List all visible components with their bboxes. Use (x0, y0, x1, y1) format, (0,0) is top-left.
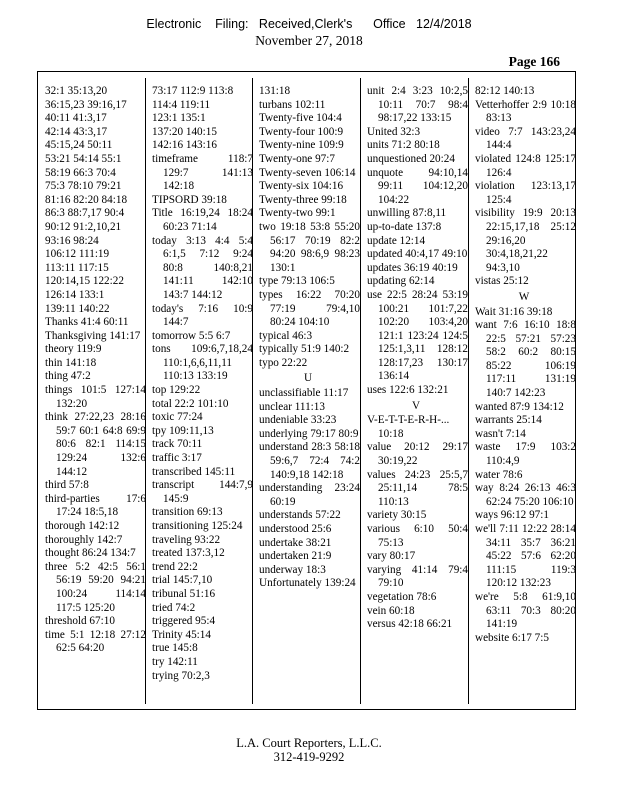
index-column-1 (42, 85, 146, 656)
index-entry: TIPSORD 39:18 (152, 193, 227, 206)
index-entry: updates 36:19 40:19 (367, 261, 458, 274)
index-entry: vein 60:18 (367, 604, 415, 617)
index-entry: trying 70:2,3 (152, 669, 210, 682)
index-entry: type 79:13 106:5 (259, 275, 335, 288)
index-entry: ways 96:12 97:1 (475, 509, 549, 522)
index-entry: we're 5:8 61:9,10 63:11 70:3 80:20 141:19 (475, 590, 576, 631)
index-entry: 58:19 66:3 70:4 (45, 166, 116, 179)
index-entry: 81:16 82:20 84:18 (45, 193, 128, 206)
index-entry: 82:12 140:13 (475, 85, 535, 97)
index-entry: V-E-T-T-E-R-H-... 10:18 (367, 414, 450, 440)
index-entry: want 7:6 16:10 18:8 22:5 57:21 57:23 58:2 60:2 80:15 85:22 106:19 117:11 131:19 140:7 142:23 (475, 319, 576, 400)
index-entry: typo 22:22 (259, 356, 308, 369)
index-entry: vary 80:17 (367, 550, 416, 563)
index-entry: United 32:3 (367, 125, 421, 138)
index-entry: typical 46:3 (259, 329, 313, 342)
index-entry: 36:15,23 39:16,17 (45, 98, 127, 111)
index-entry: 53:21 54:14 55:1 (45, 152, 122, 165)
index-entry: thin 141:18 (45, 356, 97, 369)
index-entry: underlying 79:17 80:9 (259, 427, 359, 440)
index-entry: Twenty-two 99:1 (259, 207, 336, 220)
index-entry: video 7:7 143:23,24 144:4 (475, 125, 576, 152)
index-letter-heading: W (518, 290, 530, 303)
index-entry: transcribed 145:11 (152, 465, 236, 478)
index-entry: trend 22:2 (152, 560, 198, 573)
index-entry: waste 17:9 103:2 110:4,9 (475, 441, 576, 468)
index-column-4 (364, 85, 468, 632)
index-entry: violation 123:13,17 125:4 (475, 180, 576, 206)
index-entry: unclassifiable 11:17 (259, 387, 349, 400)
index-entry: tomorrow 5:5 6:7 (152, 329, 231, 342)
index-entry: thoroughly 142:7 (45, 533, 123, 546)
index-entry: transition 69:13 (152, 506, 223, 519)
index-entry: 75:3 78:10 79:21 (45, 180, 122, 193)
index-entry: up-to-date 137:8 (367, 220, 442, 233)
index-entry: 42:14 43:3,17 (45, 125, 108, 138)
index-entry: understanding 23:24 60:19 (259, 482, 360, 508)
index-entry: unclear 111:13 (259, 400, 325, 413)
index-entry: versus 42:18 66:21 (367, 618, 453, 631)
index-entry: try 142:11 (152, 655, 198, 668)
index-entry: 106:12 111:19 (45, 248, 110, 261)
index-entry: track 70:11 (152, 438, 203, 451)
index-entry: Twenty-nine 109:9 (259, 139, 344, 152)
index-entry: way 8:24 26:13 46:3 62:24 75:20 106:10 (475, 482, 576, 508)
index-entry: warrants 25:14 (475, 414, 542, 427)
index-entry: unquote 94:10,14 99:11 104:12,20 104:22 (367, 166, 468, 206)
index-entry: 73:17 112:9 113:8 (152, 85, 234, 97)
index-entry: vistas 25:12 (475, 275, 529, 288)
index-entry: Wait 31:16 39:18 (475, 305, 553, 318)
index-letter-heading: U (303, 372, 313, 385)
index-entry: water 78:6 (475, 468, 523, 481)
index-entry: treated 137:3,12 (152, 547, 225, 560)
index-entry: units 71:2 80:18 (367, 139, 440, 152)
index-entry: unwilling 87:8,11 (367, 207, 447, 220)
index-entry: Vetterhoffer 2:9 10:18 83:13 (475, 98, 576, 125)
index-entry: 113:11 117:15 (45, 261, 109, 274)
index-column-2 (149, 85, 253, 683)
index-entry: transitioning 125:24 (152, 520, 243, 532)
page-number: Page 166 (508, 54, 560, 69)
index-entry: understand 28:3 58:18 59:6,7 72:4 74:2 140:9,18 142:18 (259, 441, 360, 481)
index-entry: timeframe 118:7 129:7 141:13 142:18 (152, 152, 253, 193)
index-entry: 139:11 140:22 (45, 302, 110, 315)
index-entry: 137:20 140:15 (152, 125, 217, 138)
index-entry: wasn't 7:14 (475, 427, 526, 440)
index-entry: third 57:8 (45, 479, 89, 492)
index-entry: time 5:1 12:18 27:12 62:5 64:20 (45, 628, 146, 655)
index-entry: 40:11 41:3,17 (45, 112, 107, 125)
court-reporter-name: L.A. Court Reporters, L.L.C. (236, 736, 382, 750)
index-entry: Twenty-five 104:4 (259, 112, 342, 125)
index-entry: threshold 67:10 (45, 615, 115, 628)
index-entry: we'll 7:11 12:22 28:14 34:11 35:7 36:21 45:22 57:6 62:20 111:15 119:3 120:12 132:23 (475, 523, 576, 590)
index-entry: theory 119:9 (45, 343, 102, 356)
index-entry: transcript 144:7,9 145:9 (152, 479, 253, 505)
index-entry: wanted 87:9 134:12 (475, 400, 564, 413)
index-entry: tribunal 51:16 (152, 587, 216, 600)
index-entry: 120:14,15 122:22 (45, 275, 124, 288)
column-divider (468, 78, 469, 704)
index-entry: things 101:5 127:14 132:20 (45, 384, 146, 410)
index-entry: total 22:2 101:10 (152, 397, 229, 410)
footer (0, 736, 618, 764)
index-entry: updated 40:4,17 49:10 (367, 248, 468, 261)
column-divider (360, 78, 361, 704)
index-entry: unit 2:4 3:23 10:2,5 10:11 70:7 98:4 98:17,22 133:15 (367, 85, 468, 125)
transcript-date: November 27, 2018 (255, 33, 363, 48)
index-entry: uses 122:6 132:21 (367, 384, 449, 397)
index-entry: Thanks 41:4 60:11 (45, 316, 129, 329)
index-entry: trial 145:7,10 (152, 574, 213, 587)
index-entry: two 19:18 53:8 55:20 56:17 70:19 82:2 94:20 98:6,9 98:23 130:1 (259, 220, 360, 274)
index-entry: visibility 19:9 20:13 22:15,17,18 25:12 29:16,20 30:4,18,21,22 94:3,10 (475, 207, 576, 274)
index-entry: unquestioned 20:24 (367, 152, 455, 165)
index-entry: 32:1 35:13,20 (45, 85, 108, 97)
index-entry: 86:3 88:7,17 90:4 (45, 207, 125, 220)
index-entry: values 24:23 25:5,7 25:11,14 78:5 110:13 (367, 468, 468, 508)
index-entry: 45:15,24 50:11 (45, 139, 113, 152)
index-entry: top 129:22 (152, 384, 201, 397)
index-entry: thorough 142:12 (45, 520, 120, 532)
index-entry: website 6:17 7:5 (475, 631, 549, 644)
index-entry: tpy 109:11,13 (152, 424, 214, 437)
electronic-filing-stamp: Electronic Filing: Received,Clerk's Office 12/4/2018 (146, 17, 472, 31)
index-entry: understands 57:22 (259, 509, 341, 522)
index-entry: Unfortunately 139:24 (259, 577, 356, 590)
index-entry: undeniable 33:23 (259, 414, 337, 427)
index-entry: Twenty-one 97:7 (259, 152, 335, 165)
index-entry: underway 18:3 (259, 563, 326, 576)
index-entry: 142:16 143:16 (152, 139, 217, 152)
index-entry: 90:12 91:2,10,21 (45, 220, 122, 233)
index-column-3 (256, 85, 360, 591)
index-entry: use 22:5 28:24 53:19 100:21 101:7,22 102:20 103:4,20 121:1 123:24 124:5 125:1,3,11 128:12 128:17,23 130:17 136:14 (367, 288, 468, 383)
index-entry: thought 86:24 134:7 (45, 547, 136, 560)
index-entry: 123:1 135:1 (152, 112, 206, 125)
court-reporter-phone: 312-419-9292 (273, 750, 345, 764)
index-entry: think 27:22,23 28:16 59:7 60:1 64:8 69:9 80:6 82:1 114:15 129:24 132:6 144:12 (45, 411, 146, 478)
index-entry: today's 7:16 10:9 144:7 (152, 302, 253, 329)
index-entry: three 5:2 42:5 56:1 56:19 59:20 94:21 100:24 114:14 117:5 125:20 (45, 560, 146, 614)
index-entry: toxic 77:24 (152, 411, 203, 424)
index-entry: Twenty-six 104:16 (259, 180, 344, 193)
index-entry: traffic 3:17 (152, 452, 202, 465)
index-letter-heading: V (411, 399, 421, 412)
index-entry: types 16:22 70:20 77:19 79:4,10 80:24 104:10 (259, 288, 360, 329)
index-entry: turbans 102:11 (259, 98, 326, 111)
index-entry: 126:14 133:1 (45, 288, 105, 301)
index-entry: various 6:10 50:4 75:13 (367, 523, 468, 549)
index-entry: 93:16 98:24 (45, 234, 99, 247)
index-entry: varying 41:14 79:4 79:10 (367, 563, 468, 590)
index-entry: Twenty-four 100:9 (259, 125, 344, 138)
index-entry: third-parties 17:6 17:24 18:5,18 (45, 492, 146, 519)
index-entry: typically 51:9 140:2 (259, 343, 350, 356)
index-entry: updating 62:14 (367, 275, 435, 288)
index-entry: Twenty-three 99:18 (259, 193, 347, 206)
index-entry: Title 16:19,24 18:24 60:23 71:14 (152, 207, 253, 233)
index-entry: tons 109:6,7,18,24 110:1,6,6,11,11 110:13 133:19 (152, 343, 253, 383)
index-entry: vegetation 78:6 (367, 590, 437, 603)
index-entry: Thanksgiving 141:17 (45, 329, 141, 342)
index-entry: Twenty-seven 106:14 (259, 166, 356, 179)
index-entry: value 20:12 29:17 30:19,22 (367, 441, 468, 468)
index-entry: violated 124:8 125:17 126:4 (475, 152, 576, 179)
index-entry: tried 74:2 (152, 601, 196, 614)
index-entry: traveling 93:22 (152, 533, 221, 546)
index-entry: thing 47:2 (45, 370, 91, 383)
index-entry: understood 25:6 (259, 523, 332, 535)
index-entry: triggered 95:4 (152, 615, 216, 628)
index-entry: Trinity 45:14 (152, 628, 211, 641)
index-entry: variety 30:15 (367, 509, 427, 522)
index-entry: undertaken 21:9 (259, 550, 332, 563)
index-entry: today 3:13 4:4 5:4 6:1,5 7:12 9:24 80:8 140:8,21 141:11 142:10 143:7 144:12 (152, 234, 253, 301)
index-entry: 131:18 (259, 85, 291, 97)
index-entry: 114:4 119:11 (152, 98, 211, 111)
index-entry: undertake 38:21 (259, 536, 332, 549)
index-entry: true 145:8 (152, 642, 198, 655)
index-column-5 (472, 85, 576, 645)
index-entry: update 12:14 (367, 234, 426, 247)
